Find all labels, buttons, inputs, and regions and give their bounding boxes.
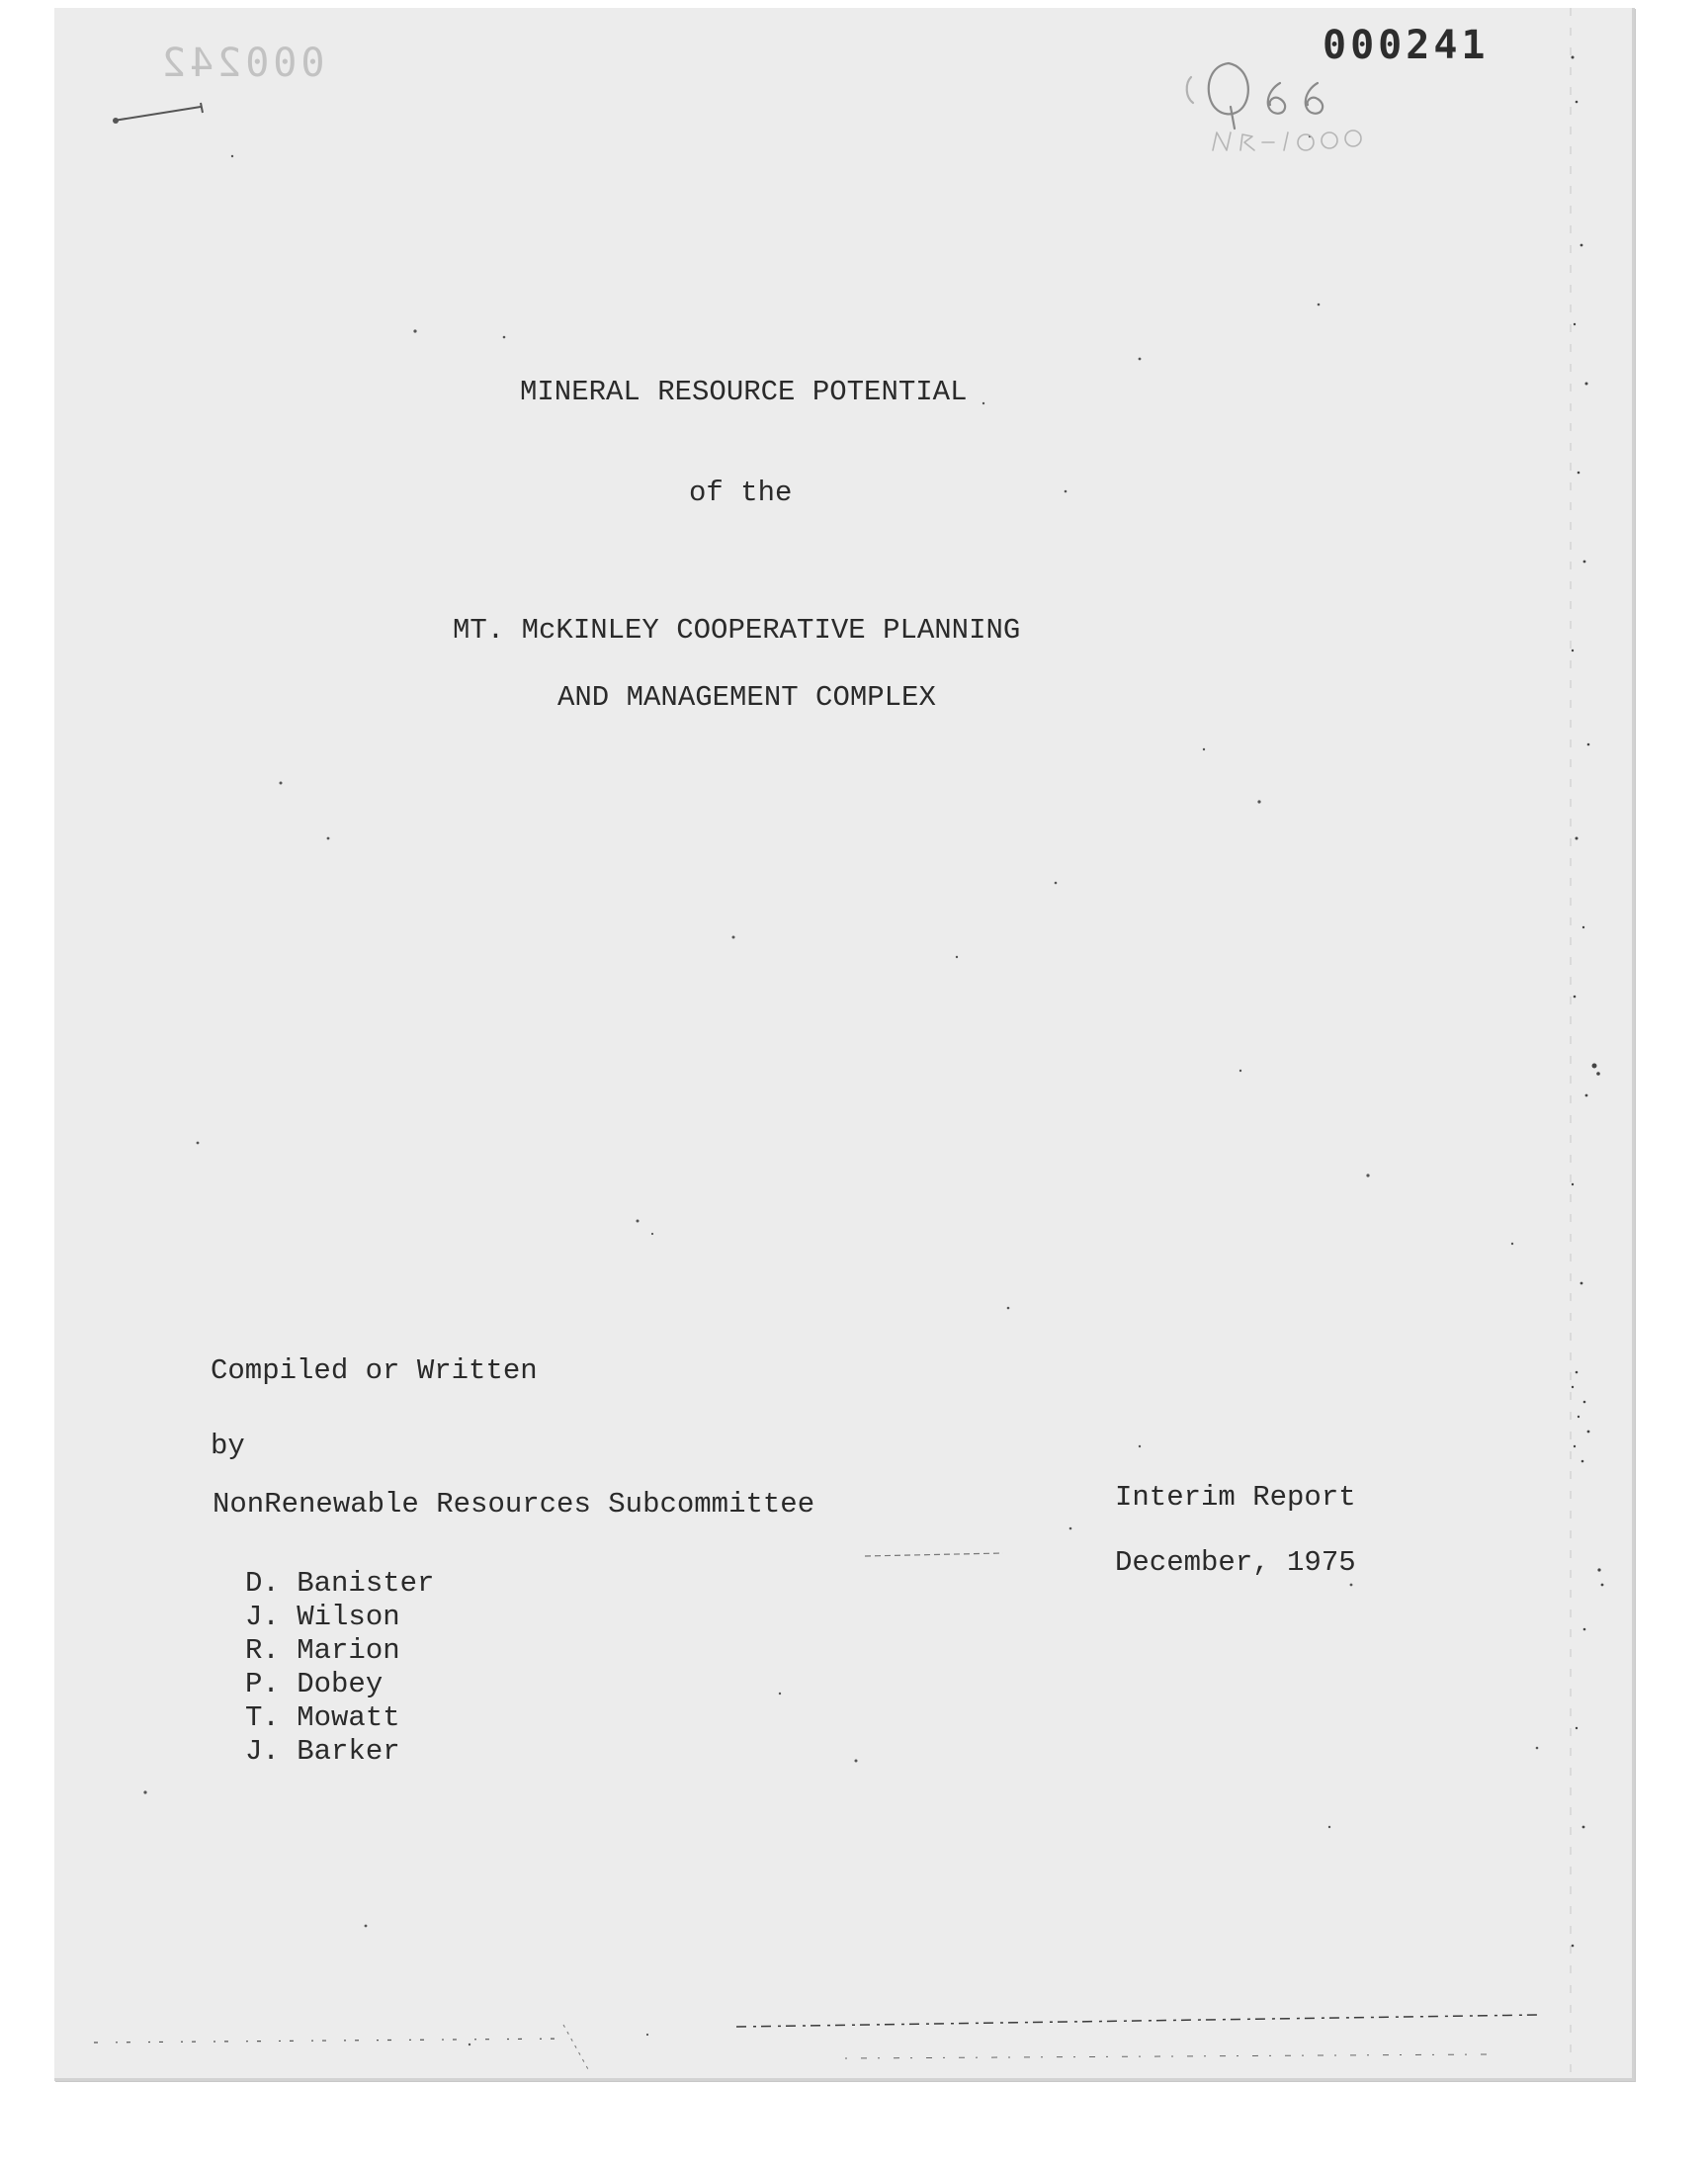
author-name: R. Marion <box>245 1634 400 1667</box>
mirrored-document-number-stamp: 000242 <box>158 41 325 86</box>
author-name: J. Barker <box>245 1735 400 1768</box>
author-name: T. Mowatt <box>245 1701 400 1734</box>
author-name: J. Wilson <box>245 1601 400 1633</box>
title-line-2: of the <box>689 477 793 509</box>
report-type: Interim Report <box>1115 1481 1356 1514</box>
handwritten-annotation <box>1171 47 1468 176</box>
title-line-3: MT. McKINLEY COOPERATIVE PLANNING <box>453 614 1021 647</box>
title-line-4: AND MANAGEMENT COMPLEX <box>557 681 936 714</box>
compiled-label: Compiled or Written <box>211 1354 538 1387</box>
by-label: by <box>211 1430 245 1462</box>
report-date: December, 1975 <box>1115 1546 1356 1579</box>
author-list <box>245 1567 434 1769</box>
title-line-1: MINERAL RESOURCE POTENTIAL <box>520 376 968 408</box>
subcommittee-name: NonRenewable Resources Subcommittee <box>213 1488 815 1521</box>
document-number-stamp: 000241 <box>1323 23 1490 68</box>
scanned-page <box>54 8 1635 2081</box>
author-name: D. Banister <box>245 1567 435 1600</box>
author-name: P. Dobey <box>245 1668 384 1700</box>
